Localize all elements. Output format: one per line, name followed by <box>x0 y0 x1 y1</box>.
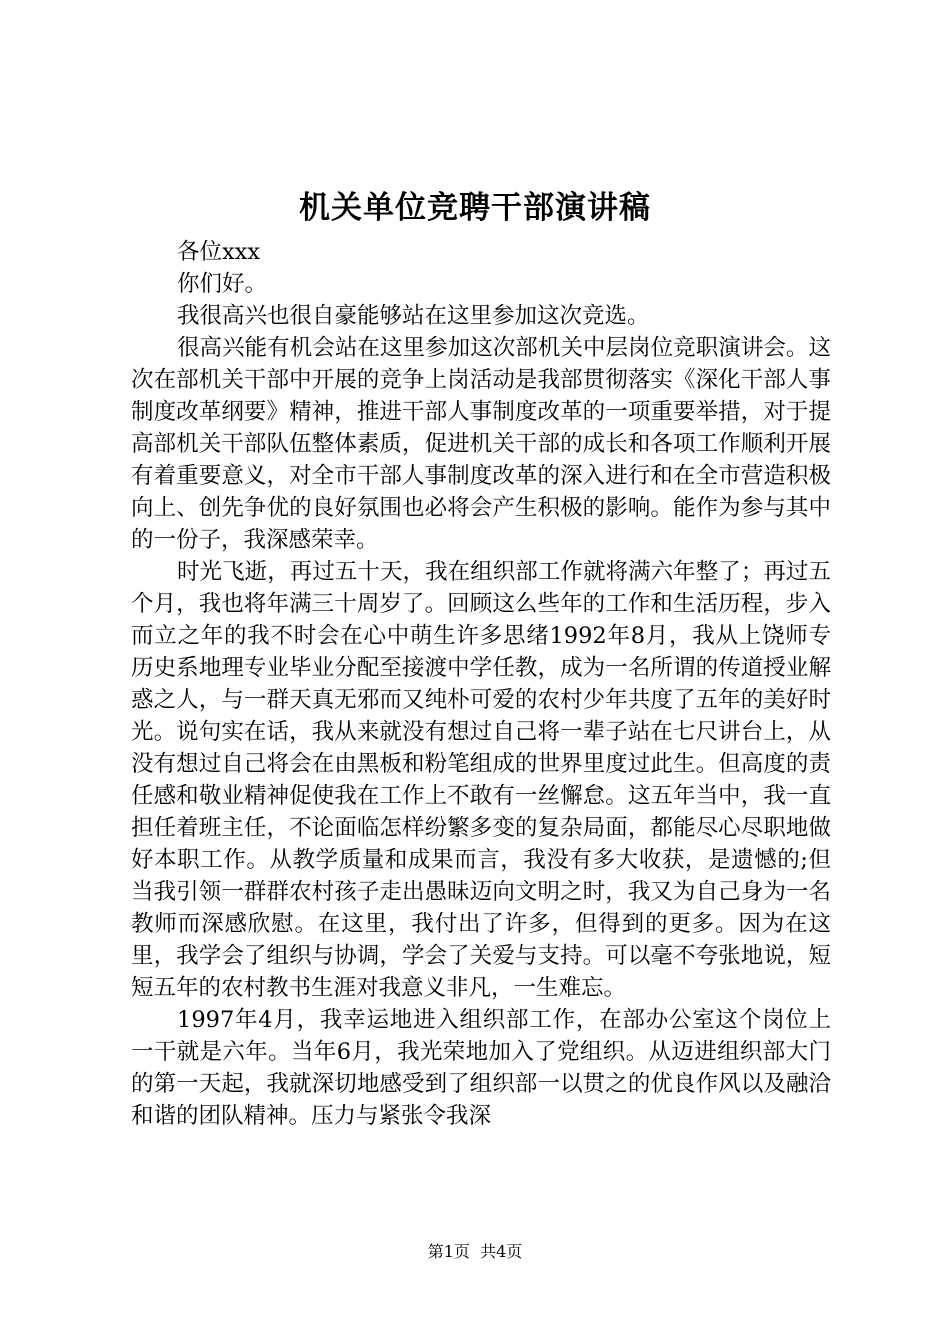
page-total: 共4页 <box>480 1242 523 1261</box>
paragraph: 1997年4月，我幸运地进入组织部工作，在部办公室这个岗位上一干就是六年。当年6月，我光荣地加入了党组织。从迈进组织部大门的第一天起，我就深切地感受到了组织部一以贯之的优良作风以及融洽和谐的团队精神。压力与紧张令我深 <box>131 1007 831 1129</box>
salutation: 各位xxx <box>177 239 261 265</box>
page-footer <box>0 1240 950 1264</box>
document-body <box>131 236 831 1132</box>
paragraph: 我很高兴也很自豪能够站在这里参加这次竞选。 <box>177 303 650 329</box>
paragraph: 时光飞逝，再过五十天，我在组织部工作就将满六年整了；再过五个月，我也将年满三十周岁了。回顾这么些年的工作和生活历程，步入而立之年的我不时会在心中萌生许多思绪1992年8月，我从上饶师专历史系地理专业毕业分配至接渡中学任教，成为一名所谓的传道授业解惑之人，与一群天真无邪而又纯朴可爱的农村少年共度了五年的美好时光。说句实在话，我从来就没有想过自己将一辈子站在七尺讲台上，从没有想过自己将会在由黑板和粉笔组成的世界里度过此生。但高度的责任感和敬业精神促使我在工作上不敢有一丝懈怠。这五年当中，我一直担任着班主任，不论面临怎样纷繁多变的复杂局面，都能尽心尽职地做好本职工作。从教学质量和成果而言，我没有多大收获，是遗憾的;但当我引领一群群农村孩子走出愚昧迈向文明之时，我又为自己身为一名教师而深感欣慰。在这里，我付出了许多，但得到的更多。因为在这里，我学会了组织与协调，学会了关爱与支持。可以毫不夸张地说，短短五年的农村教书生涯对我意义非凡，一生难忘。 <box>131 559 831 1001</box>
paragraph: 很高兴能有机会站在这里参加这次部机关中层岗位竞职演讲会。这次在部机关干部中开展的竞争上岗活动是我部贯彻落实《深化干部人事制度改革纲要》精神，推进干部人事制度改革的一项重要举措，对于提高部机关干部队伍整体素质，促进机关干部的成长和各项工作顺利开展有着重要意义，对全市干部人事制度改革的深入进行和在全市营造积极向上、创先争优的良好氛围也必将会产生积极的影响。能作为参与其中的一份子，我深感荣幸。 <box>131 335 831 553</box>
page-number: 第1页 <box>427 1242 470 1261</box>
greeting: 你们好。 <box>177 271 268 297</box>
document-title: 机关单位竞聘干部演讲稿 <box>299 190 651 226</box>
